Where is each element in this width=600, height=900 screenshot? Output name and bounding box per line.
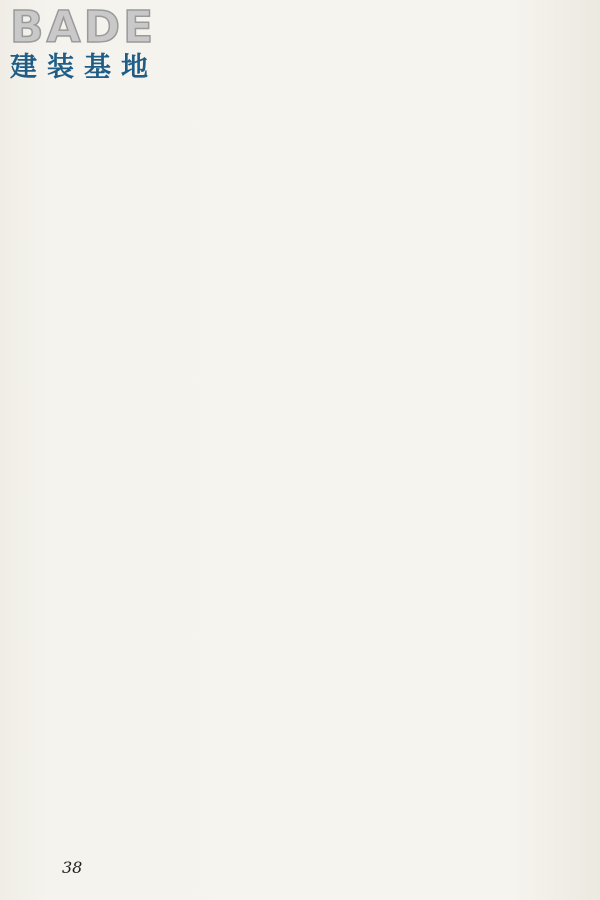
logo-text-en: BADE bbox=[10, 2, 157, 53]
page-number: 38 bbox=[62, 858, 83, 877]
watermark-logo bbox=[10, 2, 175, 91]
logo-text-cn: 建装基地 bbox=[10, 52, 158, 83]
